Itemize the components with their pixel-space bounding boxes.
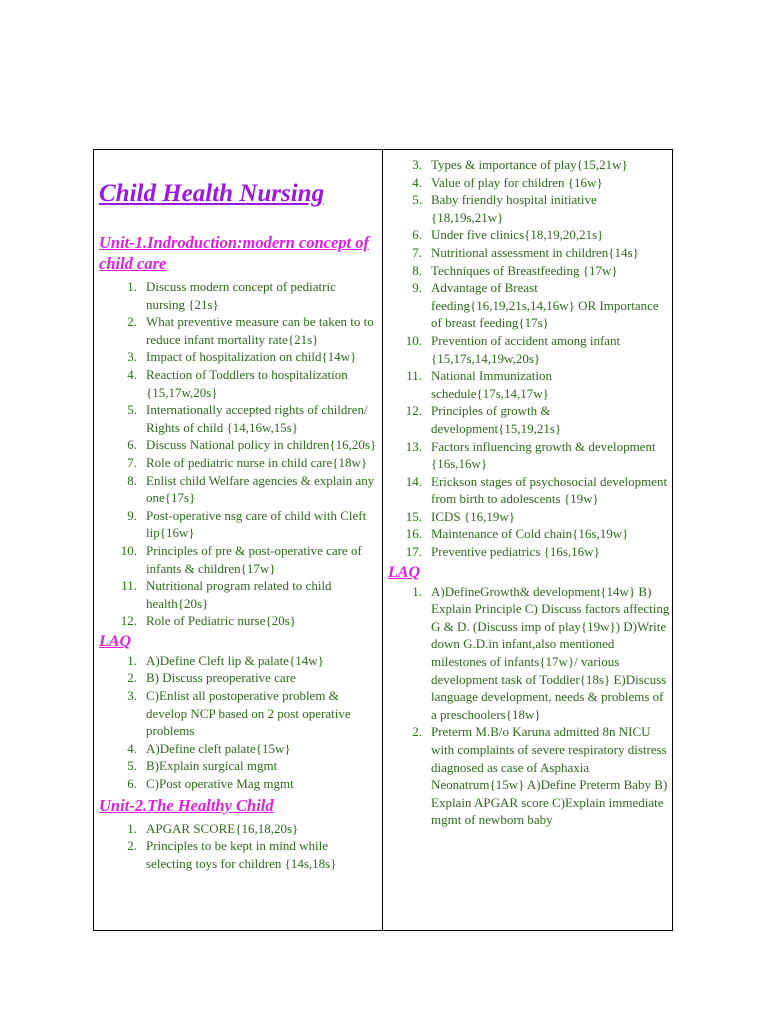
list-item bbox=[388, 262, 670, 280]
unit2-heading: Unit-2.The Healthy Child bbox=[99, 795, 274, 815]
item-number: 7. bbox=[127, 454, 137, 470]
item-text: Principles of pre & post-operative care of infants & children{17w} bbox=[146, 542, 362, 576]
list-item bbox=[388, 191, 670, 226]
item-number: 1. bbox=[412, 583, 422, 599]
item-number: 14. bbox=[405, 473, 422, 489]
item-number: 6. bbox=[412, 227, 422, 243]
document-frame bbox=[93, 149, 673, 931]
list-item bbox=[388, 226, 670, 244]
item-text: Internationally accepted rights of children/ Rights of child {14,16w,15s} bbox=[146, 402, 368, 435]
list-item bbox=[99, 577, 377, 612]
item-number: 9. bbox=[412, 280, 422, 296]
item-number: 16. bbox=[405, 526, 422, 542]
item-text: Discuss National policy in children{16,20s} bbox=[146, 437, 377, 453]
list-item bbox=[99, 366, 377, 401]
item-number: 5. bbox=[412, 192, 422, 208]
item-text: Maintenance of Cold chain{16s,19w} bbox=[431, 526, 629, 542]
unit1-question-list bbox=[99, 278, 377, 630]
item-number: 11. bbox=[406, 368, 422, 384]
item-number: 12. bbox=[405, 403, 422, 419]
item-text: Role of pediatric nurse in child care{18w} bbox=[146, 454, 368, 470]
list-item bbox=[99, 542, 377, 577]
unit2-laq-heading: LAQ bbox=[388, 563, 420, 581]
list-item bbox=[99, 472, 377, 507]
item-number: 1. bbox=[127, 652, 137, 668]
list-item bbox=[388, 723, 670, 829]
list-item bbox=[99, 652, 377, 670]
item-number: 17. bbox=[405, 544, 422, 560]
item-text: ICDS {16,19w} bbox=[431, 508, 515, 524]
item-text: Value of play for children {16w} bbox=[431, 174, 603, 190]
list-item bbox=[388, 508, 670, 526]
item-text: Erickson stages of psychosocial development from birth to adolescents {19w} bbox=[431, 473, 668, 507]
item-text: Role of Pediatric nurse{20s} bbox=[146, 613, 297, 629]
item-number: 15. bbox=[405, 508, 422, 524]
item-text: Principles of growth & development{15,19,21s} bbox=[431, 403, 562, 436]
item-number: 3. bbox=[412, 157, 422, 172]
item-number: 3. bbox=[127, 688, 137, 704]
item-number: 2. bbox=[127, 838, 137, 854]
item-number: 12. bbox=[120, 613, 137, 629]
item-text: Under five clinics{18,19,20,21s} bbox=[431, 227, 604, 243]
unit1-laq-list bbox=[99, 652, 377, 793]
item-number: 2. bbox=[412, 724, 422, 740]
item-text: Reaction of Toddlers to hospitalization {15,17w,20s} bbox=[146, 366, 348, 400]
item-text: Principles to be kept in mind while selecting toys for children {14s,18s} bbox=[146, 838, 337, 871]
list-item bbox=[99, 775, 377, 793]
list-item bbox=[99, 313, 377, 348]
item-text: A)Define cleft palate{15w} bbox=[146, 740, 291, 756]
list-item bbox=[99, 820, 377, 838]
item-text: B)Explain surgical mgmt bbox=[146, 758, 278, 774]
list-item bbox=[99, 348, 377, 366]
item-number: 13. bbox=[405, 438, 422, 454]
item-text: Baby friendly hospital initiative {18,19s,21w} bbox=[431, 192, 597, 225]
item-text: Nutritional program related to child health{20s} bbox=[146, 578, 332, 611]
list-item bbox=[388, 473, 670, 508]
item-number: 1. bbox=[127, 279, 137, 294]
list-item bbox=[388, 402, 670, 437]
item-text: Discuss modern concept of pediatric nursing {21s} bbox=[146, 279, 336, 312]
item-number: 3. bbox=[127, 349, 137, 365]
item-number: 10. bbox=[405, 332, 422, 348]
list-item bbox=[388, 438, 670, 473]
item-number: 4. bbox=[127, 366, 137, 382]
item-text: What preventive measure can be taken to to reduce infant mortality rate{21s} bbox=[146, 314, 374, 347]
item-text: Enlist child Welfare agencies & explain any one{17s} bbox=[146, 472, 375, 506]
list-item bbox=[99, 436, 377, 454]
item-text: National Immunization schedule{17s,14,17w} bbox=[431, 368, 552, 401]
list-item bbox=[99, 669, 377, 687]
item-text: Preterm M.B/o Karuna admitted 8n NICU with complaints of severe respiratory distress diagnosed as case of Asphaxia Neonatrum{15w} A)Define Preterm Baby B) Explain APGAR score C)Explain immediate mgmt of newborn baby bbox=[431, 724, 668, 828]
list-item bbox=[99, 612, 377, 630]
list-item bbox=[99, 837, 377, 872]
left-column bbox=[99, 150, 377, 930]
list-item bbox=[99, 507, 377, 542]
list-item bbox=[99, 278, 377, 313]
item-number: 8. bbox=[127, 472, 137, 488]
item-number: 7. bbox=[412, 244, 422, 260]
item-number: 4. bbox=[412, 174, 422, 190]
list-item bbox=[99, 687, 377, 740]
document-title: Child Health Nursing bbox=[99, 180, 325, 207]
list-item bbox=[99, 454, 377, 472]
list-item bbox=[99, 740, 377, 758]
unit1-heading: Unit-1.Indroduction:modern concept of child care bbox=[99, 233, 369, 273]
item-text: Impact of hospitalization on child{14w} bbox=[146, 349, 357, 365]
unit2-question-list bbox=[99, 820, 377, 873]
item-text: Advantage of Breast feeding{16,19,21s,14,16w} OR Importance of breast feeding{17s} bbox=[431, 280, 659, 331]
item-text: Post-operative nsg care of child with Cleft lip{16w} bbox=[146, 507, 367, 541]
item-text: B) Discuss preoperative care bbox=[146, 670, 296, 686]
list-item bbox=[388, 156, 670, 174]
list-item bbox=[388, 332, 670, 367]
item-text: Techniques of Breastfeeding {17w} bbox=[431, 262, 618, 278]
item-text: C)Post operative Mag mgmt bbox=[146, 776, 294, 792]
list-item bbox=[388, 367, 670, 402]
item-number: 6. bbox=[127, 776, 137, 792]
list-item bbox=[388, 174, 670, 192]
list-item bbox=[388, 244, 670, 262]
list-item bbox=[388, 525, 670, 543]
item-text: Prevention of accident among infant {15,17s,14,19w,20s} bbox=[431, 332, 621, 366]
item-text: Preventive pediatrics {16s,16w} bbox=[431, 544, 600, 560]
item-number: 11. bbox=[121, 578, 137, 594]
list-item bbox=[99, 757, 377, 775]
item-number: 5. bbox=[127, 402, 137, 418]
item-number: 1. bbox=[127, 820, 137, 836]
list-item bbox=[99, 401, 377, 436]
item-number: 8. bbox=[412, 262, 422, 278]
list-item bbox=[388, 279, 670, 332]
item-text: C)Enlist all postoperative problem & develop NCP based on 2 post operative problems bbox=[146, 688, 351, 739]
item-text: Types & importance of play{15,21w} bbox=[431, 157, 628, 172]
item-number: 2. bbox=[127, 670, 137, 686]
list-item bbox=[388, 583, 670, 724]
item-number: 10. bbox=[120, 542, 137, 558]
item-number: 6. bbox=[127, 437, 137, 453]
item-number: 5. bbox=[127, 758, 137, 774]
item-text: A)Define Cleft lip & palate{14w} bbox=[146, 652, 324, 668]
item-number: 2. bbox=[127, 314, 137, 330]
unit1-laq-heading: LAQ bbox=[99, 632, 131, 650]
item-text: Nutritional assessment in children{14s} bbox=[431, 244, 639, 260]
item-number: 4. bbox=[127, 740, 137, 756]
list-item bbox=[388, 543, 670, 561]
item-number: 9. bbox=[127, 507, 137, 523]
item-text: Factors influencing growth & development {16s,16w} bbox=[431, 438, 656, 472]
item-text: A)DefineGrowth& development{14w} B) Explain Principle C) Discuss factors affecting G & D. (Discuss imp of play{19w}) D)Write down G.D.in infant,also mentioned milestones of infants{17w}/ various development task of Toddler{18s} E)Discuss language development, needs & problems of a preschoolers{18w} bbox=[431, 583, 670, 722]
unit2-laq-list bbox=[388, 583, 670, 829]
item-text: APGAR SCORE{16,18,20s} bbox=[146, 820, 299, 836]
unit2-question-list-continued bbox=[388, 156, 670, 561]
column-divider bbox=[382, 150, 383, 930]
right-column bbox=[388, 150, 670, 930]
